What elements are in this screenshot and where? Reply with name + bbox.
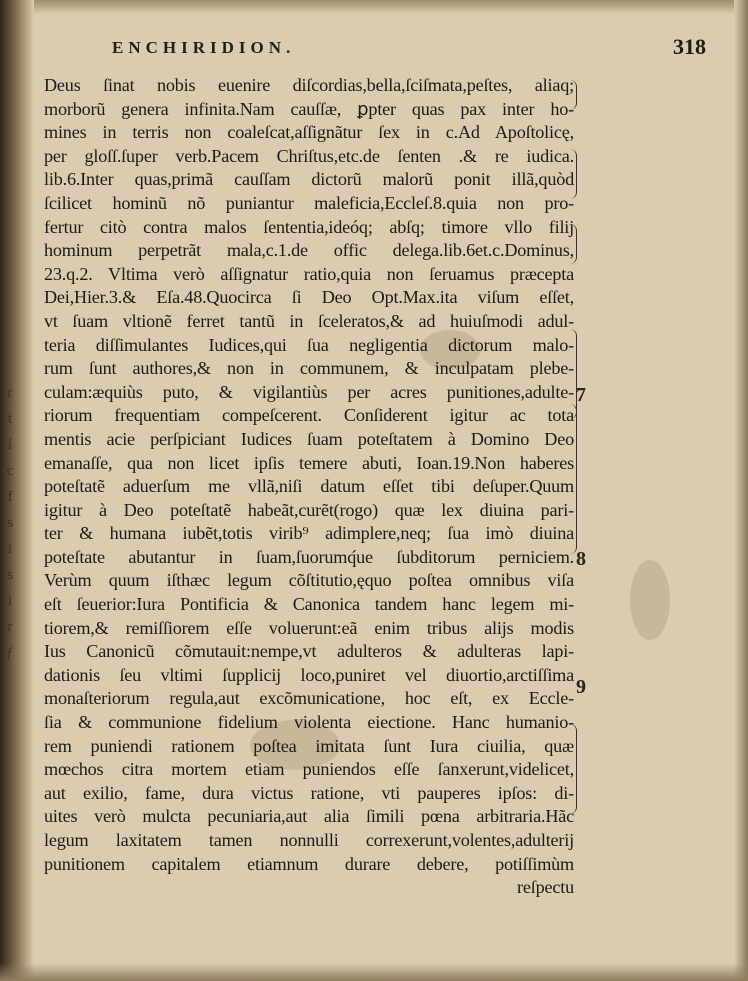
text-line: punitionem capitalem etiamnum durare debere, potiſſimùm — [44, 853, 574, 874]
facing-page-letter: r — [7, 385, 13, 401]
facing-page-letter: r — [7, 619, 13, 635]
facing-page-letter: f — [7, 489, 13, 505]
text-line: hominum perpetrãt mala,c.1.de offic delega.lib.6et.c.Dominus, — [44, 240, 574, 261]
text-line: morborũ genera infinita.Nam cauſſæ, ꝑpter quas pax inter ho- — [44, 98, 574, 119]
margin-note: 8 — [576, 548, 586, 570]
text-line: lib.6.Inter quas,primã cauſſam dictorũ malorũ ponit illã,quòd — [44, 169, 574, 190]
page-header — [112, 34, 712, 68]
text-line: emanaſſe, qua non licet ipſis temere abuti, Ioan.19.Non haberes — [44, 452, 574, 473]
facing-page-letter: i — [7, 541, 13, 557]
text-line: uites verò mulcta pecuniaria,aut alia ſimili pœna arbitraria.Hãc — [44, 806, 574, 827]
margin-note: 7 — [576, 384, 586, 406]
facing-page-letter: s — [7, 515, 13, 531]
text-line: fertur citò contra malos ſententia,ideóq; abſq; timore vllo filij — [44, 216, 574, 237]
text-line: mines in terris non coaleſcat,aſſignãtur ſex in c.Ad Apoſtolicę, — [44, 122, 574, 143]
text-line: culam:æquiùs puto, & vigilantiùs per acres punitiones,adulte- — [44, 381, 574, 402]
text-line: monaſteriorum regula,aut excõmunicatione, hoc eſt, ex Eccle- — [44, 688, 574, 709]
text-line: ter & humana iubẽt,totis virib⁹ adimplere,neq; ſua imò diuina — [44, 523, 574, 544]
page-bottom-edge — [0, 963, 748, 981]
text-line: eſt ſeuerior:Iura Pontificia & Canonica tandem hanc legem mi- — [44, 594, 574, 615]
text-line: poteſtate abutantur in ſuam,ſuorumq́ue ſubditorum perniciem. — [44, 546, 574, 567]
text-line: riorum frequentiam compeſcerent. Conſiderent igitur ac tota — [44, 405, 574, 426]
text-line: reſpectu — [517, 877, 574, 898]
facing-page-letter: ƒ — [6, 645, 14, 661]
text-line: Dei,Hier.3.& Eſa.48.Quocirca ſi Deo Opt.Max.ita viſum eſſet, — [44, 287, 574, 308]
margin-bracket — [570, 404, 577, 554]
text-line: legum laxitatem tamen nonnulli correxerunt,volentes,adulterij — [44, 830, 574, 850]
text-line: igitur à Deo poteſtatẽ habeãt,curẽt(rogo) quæ lex diuina pari- — [44, 499, 574, 520]
margin-note: 9 — [576, 676, 586, 698]
page-top-edge — [0, 0, 748, 14]
text-line: teria diſſimulantes Iudices,qui ſua negligentia dictorum malo- — [44, 334, 574, 355]
text-line: aut exilio, fame, dura victus ratione, vti pauperes ipſos: di- — [44, 782, 574, 803]
text-line: poteſtatẽ aduerſum me vllã,niſi datum eſſet tibi deſuper.Quum — [44, 476, 574, 497]
text-line: Ius Canonicũ cõmutauit:nempe,vt adulteros & adulteras lapi- — [44, 641, 574, 662]
text-line: ſcilicet hominũ nõ puniantur maleficia,Eccleſ.8.quia non pro- — [44, 192, 574, 213]
margin-bracket — [570, 724, 577, 814]
facing-page-fragments — [2, 380, 18, 900]
text-line: vt ſuam vltionẽ ferret tantũ in ſceleratos,& ad huiuſmodi adul- — [44, 310, 574, 331]
facing-page-letter: t — [7, 411, 13, 427]
margin-bracket — [570, 149, 577, 199]
margin-bracket — [570, 80, 577, 110]
text-line: 23.q.2. Vltima verò aſſignatur ratio,quia non ſeruamus præcepta — [44, 263, 574, 284]
margin-notes — [576, 74, 606, 874]
text-line: mentis acie perſpiciant Iudices ſuam poteſtatem à Domino Deo — [44, 428, 574, 449]
page-number: 318 — [673, 34, 706, 59]
text-line: tiorem,& remiſſiorem eſſe voluerunt:eã enim tribus alijs modis — [44, 617, 574, 638]
paper-stain — [630, 560, 670, 640]
text-line: dationis ſeu vltimi ſupplicij loco,puniret vel diuortio,arctiſſima — [44, 664, 574, 685]
running-head: ENCHIRIDION. — [112, 38, 296, 57]
facing-page-letter: s — [7, 567, 13, 583]
text-line: Deus ſinat nobis euenire diſcordias,bella,ſciſmata,peſtes, aliaq; — [44, 75, 574, 95]
text-line: rem puniendi rationem poſtea imitata ſunt Iura ciuilia, quæ — [44, 735, 574, 756]
body-text — [44, 74, 574, 900]
text-line: mœchos citra mortem etiam puniendos eſſe ſanxerunt,videlicet, — [44, 759, 574, 780]
facing-page-letter: c — [6, 463, 14, 479]
text-line: per gloſſ.ſuper verb.Pacem Chriſtus,etc.de ſenten .& re iudica. — [44, 145, 574, 166]
text-line: rum ſunt authores,& non in communem, & inculpatam plebe- — [44, 358, 574, 379]
text-line: Verùm quum iſthæc legum cõſtitutio,ęquo poſtea omnibus viſa — [44, 570, 574, 591]
text-line: ſia & communione fidelium violenta eiectione. Hanc humanio- — [44, 712, 574, 733]
margin-bracket — [570, 224, 577, 264]
page-right-edge — [734, 0, 748, 981]
facing-page-letter: i — [7, 593, 13, 609]
facing-page-letter: í — [7, 437, 13, 453]
